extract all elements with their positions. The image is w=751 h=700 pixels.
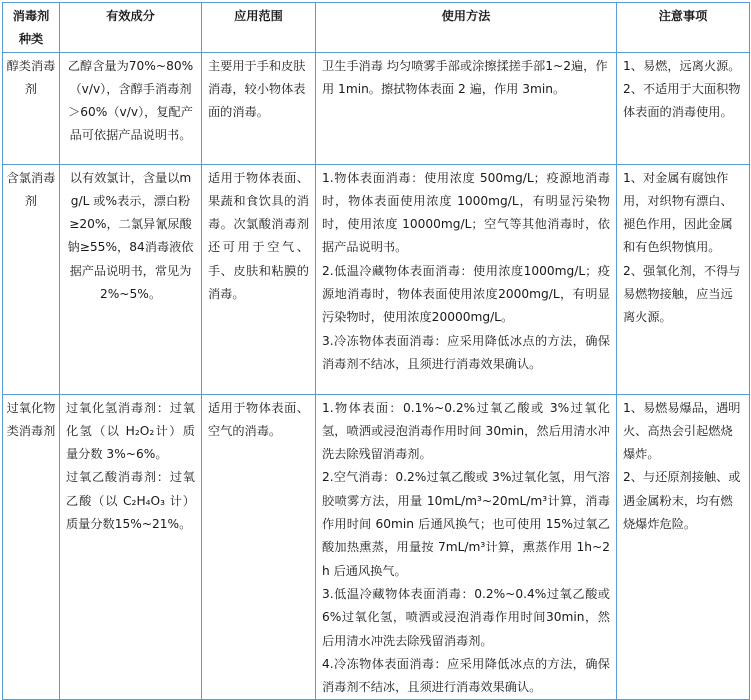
notes-cell	[617, 52, 750, 164]
scope-cell	[202, 164, 316, 394]
table-row	[3, 52, 750, 164]
method-text: 2.低温冷藏物体表面消毒：使用浓度1000mg/L；疫源地消毒时，物体表面使用浓度2000mg/L，有明显污染物时，使用浓度20000mg/L。	[322, 263, 610, 325]
table-row	[3, 164, 750, 394]
table-row	[3, 394, 750, 700]
method-cell	[316, 164, 617, 394]
scope-cell	[202, 52, 316, 164]
ingredient-text: 过氧化氢消毒剂：过氧化氢（以 H₂O₂计）质量分数 3%~6%。	[66, 400, 195, 462]
note-text: 1、易燃易爆品，遇明火、高热会引起燃烧爆炸。	[623, 400, 741, 462]
note-text: 1、易燃，远离火源。	[623, 58, 741, 73]
header-notes: 注意事项	[617, 3, 750, 53]
header-method: 使用方法	[316, 3, 617, 53]
note-text: 2、强氧化剂，不得与易燃物接触，应当远离火源。	[623, 263, 741, 325]
method-cell	[316, 394, 617, 700]
ingredient-text: 乙醇含量为70%~80%（v/v），含醇手消毒剂＞60%（v/v），复配产品可依据产品说明书。	[67, 58, 194, 143]
note-text: 1、对金属有腐蚀作用，对织物有漂白、褪色作用，因此金属和有色织物慎用。	[623, 170, 733, 255]
method-text: 4.冷冻物体表面消毒：应采用降低冰点的方法，确保消毒剂不结冰，且须进行消毒效果确认。	[322, 656, 610, 695]
note-text: 2、与还原剂接触、或遇金属粉末，均有燃烧爆炸危险。	[623, 470, 741, 532]
method-text: 卫生手消毒 均匀喷雾手部或涂擦揉搓手部1~2遍，作用 1min。擦拭物体表面 2 遍，作用 3min。	[322, 58, 608, 96]
method-text: 3.低温冷藏物体表面消毒：0.2%~0.4%过氧乙酸或 6%过氧化氢，喷洒或浸泡消毒作用时间30min，然后用清水冲洗去除残留消毒剂。	[322, 586, 610, 648]
scope-cell	[202, 394, 316, 700]
note-text: 2、不适用于大面积物体表面的消毒使用。	[623, 81, 741, 120]
method-text: 1.物体表面消毒：使用浓度 500mg/L；疫源地消毒时，物体表面使用浓度 1000mg/L，有明显污染物时，使用浓度 10000mg/L；空气等其他消毒时，依据产品说明书。	[322, 170, 610, 255]
scope-text: 适用于物体表面、果蔬和食饮具的消毒。次氯酸消毒剂还可用于空气、手、皮肤和粘膜的消毒。	[208, 170, 309, 302]
kind-cell: 醇类消毒剂	[3, 52, 60, 164]
kind-cell: 过氧化物类消毒剂	[3, 394, 60, 700]
method-text: 1.物体表面：0.1%~0.2%过氧乙酸或 3%过氧化氢，喷洒或浸泡消毒作用时间 30min，然后用清水冲洗去除残留消毒剂。	[322, 400, 610, 462]
notes-cell	[617, 164, 750, 394]
method-cell	[316, 52, 617, 164]
header-row	[3, 3, 750, 53]
method-text: 2.空气消毒：0.2%过氧乙酸或 3%过氧化氢，用气溶胶喷雾方法，用量 10mL/m³~20mL/m³计算，消毒作用时间 60min 后通风换气；也可使用 15%过氧乙酸加热熏蒸，用量按 7mL/m³计算，熏蒸作用 1h~2h 后通风换气。	[322, 470, 610, 578]
scope-text: 适用于物体表面、空气的消毒。	[208, 400, 309, 438]
header-ingredient: 有效成分	[60, 3, 202, 53]
disinfectant-table	[2, 2, 750, 700]
notes-cell	[617, 394, 750, 700]
ingredient-cell	[60, 394, 202, 700]
ingredient-cell	[60, 164, 202, 394]
ingredient-text: 以有效氯计，含量以mg/L 或%表示，漂白粉≥20%，二氯异氰尿酸钠≥55%，84消毒液依据产品说明书，常见为 2%~5%。	[67, 170, 194, 302]
header-kind: 消毒剂种类	[3, 3, 60, 53]
scope-text: 主要用于手和皮肤消毒，较小物体表面的消毒。	[208, 58, 306, 120]
method-text: 3.冷冻物体表面消毒：应采用降低冰点的方法，确保消毒剂不结冰，且须进行消毒效果确认。	[322, 333, 610, 371]
ingredient-text: 过氧乙酸消毒剂：过氧乙酸（以 C₂H₄O₃ 计）质量分数15%~21%。	[66, 470, 195, 532]
ingredient-cell	[60, 52, 202, 164]
header-scope: 应用范围	[202, 3, 316, 53]
kind-cell: 含氯消毒剂	[3, 164, 60, 394]
